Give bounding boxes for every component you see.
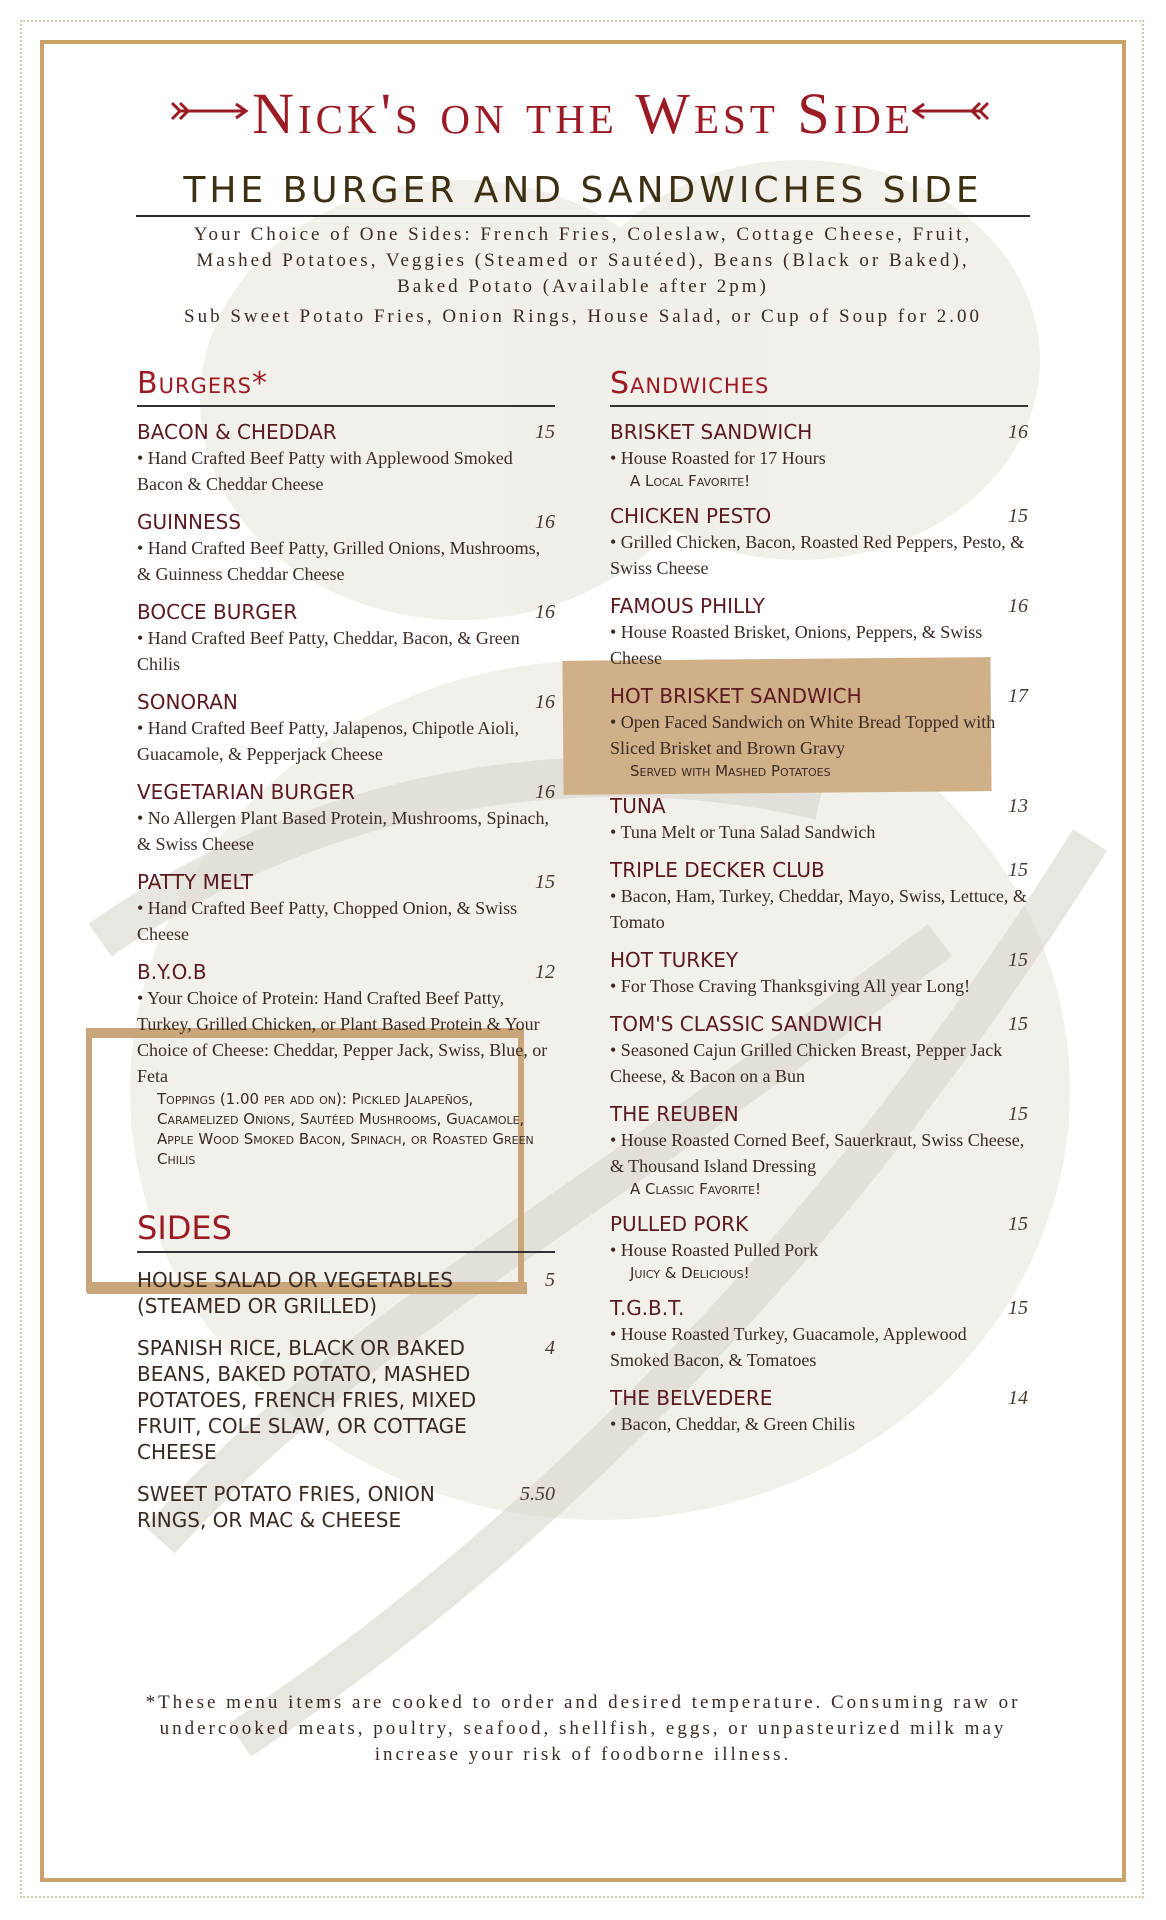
side-choice-line: Your Choice of One Sides: French Fries, Coleslaw, Cottage Cheese, Fruit, xyxy=(193,224,973,245)
item-name: GUINNESS xyxy=(137,510,241,534)
item-name: SONORAN xyxy=(137,690,238,714)
item-name: BOCCE BURGER xyxy=(137,600,298,624)
side-price: 5.50 xyxy=(520,1483,555,1505)
item-price: 15 xyxy=(535,871,555,893)
item-price: 15 xyxy=(1008,1013,1028,1035)
substitution-text: Sub Sweet Potato Fries, Onion Rings, House Salad, or Cup of Soup for 2.00 xyxy=(184,306,982,327)
item-price: 14 xyxy=(1008,1387,1028,1409)
sandwiches-heading: Sandwiches xyxy=(610,366,1028,407)
food-safety-disclaimer: *These menu items are cooked to order and desired temperature. Consuming raw or undercooked meats, poultry, seafood, shellfish, eggs, or unpasteurized milk may increase your risk of foodborne illness. xyxy=(145,1692,1021,1765)
side-item xyxy=(137,1335,555,1465)
side-choice-line: Mashed Potatoes, Veggies (Steamed or Sautéed), Beans (Black or Baked), xyxy=(196,250,970,271)
side-choice-line: Baked Potato (Available after 2pm) xyxy=(397,276,769,297)
item-description: • Tuna Melt or Tuna Salad Sandwich xyxy=(610,822,876,842)
item-description: • House Roasted Turkey, Guacamole, Applewood Smoked Bacon, & Tomatoes xyxy=(610,1324,967,1370)
item-price: 15 xyxy=(1008,859,1028,881)
menu-item xyxy=(137,419,555,497)
side-item xyxy=(137,1481,555,1533)
item-name: BACON & CHEDDAR xyxy=(137,420,337,444)
menu-item xyxy=(610,419,1028,491)
item-description: • Hand Crafted Beef Patty, Chopped Onion, & Swiss Cheese xyxy=(137,898,518,944)
side-name: SWEET POTATO FRIES, ONION RINGS, OR MAC & CHEESE xyxy=(137,1482,435,1532)
item-price: 16 xyxy=(535,511,555,533)
item-description: • House Roasted Brisket, Onions, Peppers, & Swiss Cheese xyxy=(610,622,983,668)
item-description: • Hand Crafted Beef Patty, Jalapenos, Chipotle Aioli, Guacamole, & Pepperjack Cheese xyxy=(137,718,520,764)
menu-item xyxy=(137,869,555,947)
item-price: 15 xyxy=(1008,1103,1028,1125)
item-name: TOM'S CLASSIC SANDWICH xyxy=(610,1012,883,1036)
item-price: 13 xyxy=(1008,795,1028,817)
item-name: VEGETARIAN BURGER xyxy=(137,780,355,804)
item-note: A Classic Favorite! xyxy=(630,1180,762,1198)
item-price: 16 xyxy=(1008,595,1028,617)
right-column xyxy=(610,366,1028,1449)
item-name: BRISKET SANDWICH xyxy=(610,420,813,444)
item-name: TUNA xyxy=(610,794,666,818)
menu-item xyxy=(610,1011,1028,1089)
item-description: • Bacon, Ham, Turkey, Cheddar, Mayo, Swiss, Lettuce, & Tomato xyxy=(610,886,1027,932)
item-price: 15 xyxy=(535,421,555,443)
menu-item-byob xyxy=(137,959,555,1169)
item-description: • House Roasted Corned Beef, Sauerkraut, Swiss Cheese, & Thousand Island Dressing xyxy=(610,1130,1025,1176)
item-description: • Grilled Chicken, Bacon, Roasted Red Peppers, Pesto, & Swiss Cheese xyxy=(610,532,1025,578)
side-price: 4 xyxy=(545,1337,555,1359)
item-description: • Hand Crafted Beef Patty, Grilled Onions, Mushrooms, & Guinness Cheddar Cheese xyxy=(137,538,541,584)
menu-content xyxy=(40,40,1126,1882)
menu-item xyxy=(610,1101,1028,1199)
left-column xyxy=(137,366,555,1549)
item-description: • For Those Craving Thanksgiving All year Long! xyxy=(610,976,971,996)
menu-item xyxy=(610,593,1028,671)
item-name: TRIPLE DECKER CLUB xyxy=(610,858,825,882)
item-name: CHICKEN PESTO xyxy=(610,504,772,528)
menu-item xyxy=(610,1211,1028,1283)
item-name: B.Y.O.B xyxy=(137,960,207,984)
item-price: 15 xyxy=(1008,949,1028,971)
item-description: • No Allergen Plant Based Protein, Mushrooms, Spinach, & Swiss Cheese xyxy=(137,808,549,854)
item-price: 16 xyxy=(535,691,555,713)
item-price: 15 xyxy=(1008,1297,1028,1319)
item-name: HOT BRISKET SANDWICH xyxy=(610,684,862,708)
item-price: 17 xyxy=(1008,685,1028,707)
item-description: • Open Faced Sandwich on White Bread Topped with Sliced Brisket and Brown Gravy xyxy=(610,712,996,758)
sides-heading: SIDES xyxy=(137,1209,555,1253)
menu-item xyxy=(610,1385,1028,1437)
item-note: A Local Favorite! xyxy=(630,472,751,490)
item-name: FAMOUS PHILLY xyxy=(610,594,765,618)
burgers-heading: Burgers* xyxy=(137,366,555,407)
item-price: 16 xyxy=(1008,421,1028,443)
item-name: THE BELVEDERE xyxy=(610,1386,773,1410)
menu-item xyxy=(610,1295,1028,1373)
menu-subtitle: THE BURGER AND SANDWICHES SIDE xyxy=(136,170,1030,217)
side-name: HOUSE SALAD OR VEGETABLES (STEAMED OR GRILLED) xyxy=(137,1268,453,1318)
item-description: • House Roasted Pulled Pork xyxy=(610,1240,819,1260)
item-description: • Bacon, Cheddar, & Green Chilis xyxy=(610,1414,856,1434)
menu-item-hot-brisket xyxy=(610,683,1028,781)
menu-item xyxy=(610,857,1028,935)
menu-item xyxy=(610,503,1028,581)
item-description: • Hand Crafted Beef Patty, Cheddar, Bacon, & Green Chilis xyxy=(137,628,520,674)
menu-item xyxy=(137,599,555,677)
item-name: PULLED PORK xyxy=(610,1212,749,1236)
item-name: PATTY MELT xyxy=(137,870,254,894)
item-price: 15 xyxy=(1008,505,1028,527)
item-note: Juicy & Delicious! xyxy=(630,1264,750,1282)
item-price: 12 xyxy=(535,961,555,983)
menu-item xyxy=(137,689,555,767)
side-price: 5 xyxy=(545,1269,555,1291)
item-description: • House Roasted for 17 Hours xyxy=(610,448,826,468)
item-price: 16 xyxy=(535,781,555,803)
item-description: • Seasoned Cajun Grilled Chicken Breast, Pepper Jack Cheese, & Bacon on a Bun xyxy=(610,1040,1003,1086)
item-name: THE REUBEN xyxy=(610,1102,739,1126)
side-name: SPANISH RICE, BLACK OR BAKED BEANS, BAKED POTATO, MASHED POTATOES, FRENCH FRIES, MIXED FRUIT, COLE SLAW, OR COTTAGE CHEESE xyxy=(137,1336,477,1464)
side-item xyxy=(137,1267,555,1319)
item-description: • Hand Crafted Beef Patty with Applewood Smoked Bacon & Cheddar Cheese xyxy=(137,448,513,494)
item-note: Toppings (1.00 per add on): Pickled Jalapeños, Caramelized Onions, Sautéed Mushrooms, Guacamole, Apple Wood Smoked Bacon, Spinach, or Roasted Green Chilis xyxy=(157,1090,534,1168)
item-price: 16 xyxy=(535,601,555,623)
menu-item xyxy=(610,947,1028,999)
item-name: T.G.B.T. xyxy=(610,1296,685,1320)
menu-item xyxy=(137,509,555,587)
item-name: HOT TURKEY xyxy=(610,948,739,972)
side-choice-text xyxy=(136,222,1030,300)
menu-item xyxy=(610,793,1028,845)
item-description: • Your Choice of Protein: Hand Crafted Beef Patty, Turkey, Grilled Chicken, or Plant Based Protein & Your Choice of Cheese: Cheddar, Pepper Jack, Swiss, Blue, or Feta xyxy=(137,988,548,1086)
item-price: 15 xyxy=(1008,1213,1028,1235)
item-note: Served with Mashed Potatoes xyxy=(630,762,831,780)
menu-item xyxy=(137,779,555,857)
page-title: Nick's on the West Side xyxy=(252,81,914,146)
